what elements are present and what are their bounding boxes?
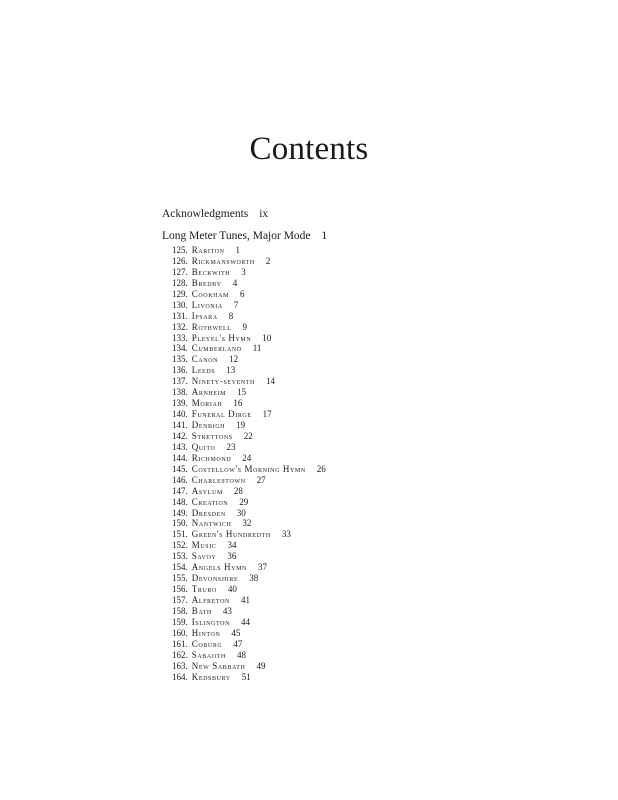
- toc-entry-title: Creation: [191, 496, 229, 507]
- toc-entry-number: 149.: [172, 507, 188, 518]
- toc-entry: [172, 475, 326, 486]
- toc-entry-number: 164.: [172, 671, 188, 682]
- toc-entry-title: Nantwich: [191, 518, 232, 529]
- toc-entry: [172, 508, 326, 519]
- toc-entry: [172, 442, 326, 453]
- toc-entry-title: Strettons: [191, 430, 233, 441]
- toc-entry-page: 1: [235, 245, 241, 255]
- toc-entry: [172, 628, 326, 639]
- toc-entry-number: 140.: [172, 409, 188, 420]
- toc-entry-title: Devonshire: [191, 573, 239, 584]
- toc-entry-number: 128.: [172, 277, 188, 288]
- toc-entry: [172, 661, 326, 672]
- toc-entry-page: 22: [243, 430, 253, 441]
- toc-entry-number: 157.: [172, 595, 188, 605]
- toc-entry-number: 151.: [172, 529, 188, 540]
- toc-entry-page: 14: [265, 376, 275, 387]
- toc-entry: [172, 343, 326, 354]
- toc-entry-number: 146.: [172, 474, 188, 485]
- toc-section-page: 1: [321, 230, 328, 242]
- toc-entry: [172, 595, 326, 606]
- toc-entry-page: 17: [262, 409, 272, 420]
- toc-entry-page: 48: [236, 649, 246, 660]
- toc-entry-number: 147.: [172, 485, 188, 496]
- toc-entry-page: 16: [233, 398, 243, 409]
- toc-entry-number: 126.: [172, 255, 188, 266]
- toc-entry-page: 19: [236, 420, 246, 430]
- toc-entry: [172, 650, 326, 661]
- toc-entry: [172, 278, 326, 289]
- toc-entry-number: 145.: [172, 463, 188, 474]
- toc-entry-title: Alfreton: [191, 595, 230, 605]
- toc-entry-title: Ninety-seventh: [191, 376, 255, 387]
- toc-entry-title: Moriah: [191, 398, 223, 409]
- toc-entry-page: 38: [249, 573, 259, 584]
- toc-entry-page: 33: [281, 529, 291, 540]
- toc-entry-title: Dresden: [191, 507, 226, 518]
- toc-entry-number: 136.: [172, 365, 188, 376]
- toc-entry-page: 12: [229, 354, 239, 365]
- toc-entry-page: 43: [222, 605, 232, 616]
- toc-entry-page: 15: [237, 387, 247, 398]
- toc-entry-title: Islington: [191, 616, 231, 627]
- toc-entry: [172, 420, 326, 431]
- toc-entry-page: 10: [262, 332, 272, 343]
- toc-entry-number: 138.: [172, 387, 188, 398]
- toc-entry-title: Livonia: [191, 299, 223, 310]
- toc-entry-title: Leeds: [191, 365, 216, 376]
- toc-entry-number: 153.: [172, 551, 188, 562]
- toc-entry-page: 30: [236, 507, 246, 518]
- toc-entry: [172, 606, 326, 617]
- toc-entry-page: 11: [252, 343, 262, 354]
- toc-entry-page: 44: [241, 616, 251, 627]
- toc-entry: [172, 617, 326, 628]
- toc-entry-title: Quito: [191, 441, 216, 452]
- toc-entry-number: 150.: [172, 518, 188, 529]
- toc-entry-title: Charlestown: [191, 474, 246, 485]
- toc-entry-number: 133.: [172, 332, 188, 343]
- toc-entry: [172, 409, 326, 420]
- toc-entry-number: 162.: [172, 649, 188, 660]
- toc-entry-page: 23: [226, 441, 236, 452]
- toc-entry-number: 141.: [172, 420, 188, 430]
- toc-entry: [172, 540, 326, 551]
- toc-entry-title: Cumberland: [191, 343, 242, 354]
- toc-entry: [172, 289, 326, 300]
- toc-entry-title: Hinton: [191, 627, 221, 638]
- toc-entry-number: 144.: [172, 452, 188, 463]
- toc-entry: [172, 311, 326, 322]
- toc-entry: [172, 398, 326, 409]
- toc-entry-title: Rothwell: [191, 321, 232, 332]
- toc-entry-page: 6: [239, 288, 245, 299]
- toc-entry-number: 148.: [172, 496, 188, 507]
- toc-entry-page: 36: [227, 551, 237, 562]
- toc-entry-number: 158.: [172, 605, 188, 616]
- toc-entry-title: Rariton: [191, 245, 225, 255]
- toc-entry-title: Music: [191, 540, 217, 551]
- toc-entry-number: 132.: [172, 321, 188, 332]
- toc-entry-page: 37: [257, 562, 267, 573]
- toc-section-label: Long Meter Tunes, Major Mode: [162, 230, 311, 242]
- toc-entry-number: 134.: [172, 343, 188, 354]
- toc-entry-number: 130.: [172, 299, 188, 310]
- toc-entry-page: 29: [239, 496, 249, 507]
- toc-entry-page: 51: [241, 671, 251, 682]
- toc-section-page: ix: [259, 208, 269, 220]
- toc-entry: [172, 322, 326, 333]
- toc-entry-title: New Sabbath: [191, 660, 246, 671]
- toc-entry-number: 160.: [172, 627, 188, 638]
- toc-entry-number: 142.: [172, 430, 188, 441]
- toc-entry-number: 127.: [172, 266, 188, 277]
- toc-entry-number: 156.: [172, 584, 188, 595]
- toc-entry-title: Rickmansworth: [191, 255, 255, 266]
- toc-entry: [172, 486, 326, 497]
- toc-entry: [172, 376, 326, 387]
- toc-entry-number: 159.: [172, 616, 188, 627]
- toc-entry-page: 32: [242, 518, 252, 529]
- toc-entry-title: Asylum: [191, 485, 223, 496]
- toc-entry-page: 47: [233, 638, 243, 649]
- toc-entry-title: Denbigh: [191, 420, 226, 430]
- toc-entry: [172, 584, 326, 595]
- toc-entry-number: 129.: [172, 288, 188, 299]
- toc-entry-title: Angels Hymn: [191, 562, 247, 573]
- toc-entry-number: 152.: [172, 540, 188, 551]
- toc-entry: [172, 333, 326, 344]
- toc-entry-title: Bredby: [191, 277, 222, 288]
- toc-entry-title: Arnheim: [191, 387, 227, 398]
- toc-entry-page: 3: [241, 266, 246, 277]
- toc-entry: [172, 497, 326, 508]
- toc-entry: [172, 573, 326, 584]
- toc-entry: [172, 245, 326, 256]
- toc-entry-page: 34: [227, 540, 237, 551]
- toc-entry-page: 45: [231, 627, 241, 638]
- toc-entry: [172, 672, 326, 683]
- toc-entry-number: 161.: [172, 638, 188, 649]
- toc-entry: [172, 365, 326, 376]
- toc-section-label: Acknowledgments: [162, 208, 249, 220]
- toc-entry-number: 163.: [172, 660, 188, 671]
- toc-entry: [172, 453, 326, 464]
- toc-entry: [172, 551, 326, 562]
- toc-entry-title: Cookham: [191, 288, 229, 299]
- toc-entry-title: Sabaoth: [191, 649, 226, 660]
- toc-entry-number: 125.: [172, 245, 188, 255]
- toc-entry-title: Canon: [191, 354, 219, 365]
- toc-entry-number: 139.: [172, 398, 188, 409]
- toc-entry: [172, 300, 326, 311]
- toc-entry: [172, 256, 326, 267]
- toc-entry: [172, 431, 326, 442]
- toc-entry-page: 24: [242, 452, 252, 463]
- toc-entry: [172, 464, 326, 475]
- toc-entry-title: Coburg: [191, 638, 223, 649]
- toc-entry: [172, 387, 326, 398]
- toc-entry-page: 26: [316, 463, 326, 474]
- toc-entry-title: Kedsbury: [191, 671, 231, 682]
- toc-entry-page: 41: [240, 595, 250, 605]
- toc-entry: [172, 639, 326, 650]
- toc-entry-page: 4: [232, 277, 238, 288]
- toc-entry-title: Green's Hundredth: [191, 529, 271, 540]
- toc-entry-page: 8: [228, 310, 234, 321]
- toc-entry-number: 137.: [172, 376, 188, 387]
- toc-entry-number: 155.: [172, 573, 188, 584]
- toc-entry-page: 49: [256, 660, 266, 671]
- toc-entry-number: 143.: [172, 441, 188, 452]
- toc-entry-list: [172, 245, 326, 683]
- toc-entry: [172, 529, 326, 540]
- toc-entry-number: 131.: [172, 310, 188, 321]
- page-title: Contents: [249, 131, 369, 167]
- toc-section-long-meter: [162, 229, 327, 243]
- toc-entry-title: Ipsara: [191, 310, 218, 321]
- toc-entry: [172, 518, 326, 529]
- toc-entry: [172, 267, 326, 278]
- toc-acknowledgments: [162, 207, 268, 221]
- toc-entry-page: 27: [256, 474, 266, 485]
- toc-entry-title: Truro: [191, 584, 217, 595]
- toc-entry-number: 135.: [172, 354, 188, 365]
- toc-entry-page: 9: [242, 321, 248, 332]
- toc-entry-title: Bath: [191, 605, 212, 616]
- toc-entry-title: Savoy: [191, 551, 217, 562]
- toc-entry-title: Funeral Dirge: [191, 409, 252, 420]
- toc-entry-page: 7: [233, 299, 239, 310]
- toc-entry-title: Richmond: [191, 452, 232, 463]
- toc-entry-title: Costellow's Morning Hymn: [191, 463, 306, 474]
- toc-entry-title: Pleyel's Hymn: [191, 332, 252, 343]
- toc-entry: [172, 354, 326, 365]
- toc-entry-number: 154.: [172, 562, 188, 573]
- toc-entry-page: 28: [233, 485, 243, 496]
- toc-entry-page: 40: [227, 584, 237, 595]
- toc-entry: [172, 562, 326, 573]
- toc-entry-title: Beckwith: [191, 266, 231, 277]
- toc-entry-page: 2: [265, 255, 271, 266]
- toc-entry-page: 13: [226, 365, 236, 376]
